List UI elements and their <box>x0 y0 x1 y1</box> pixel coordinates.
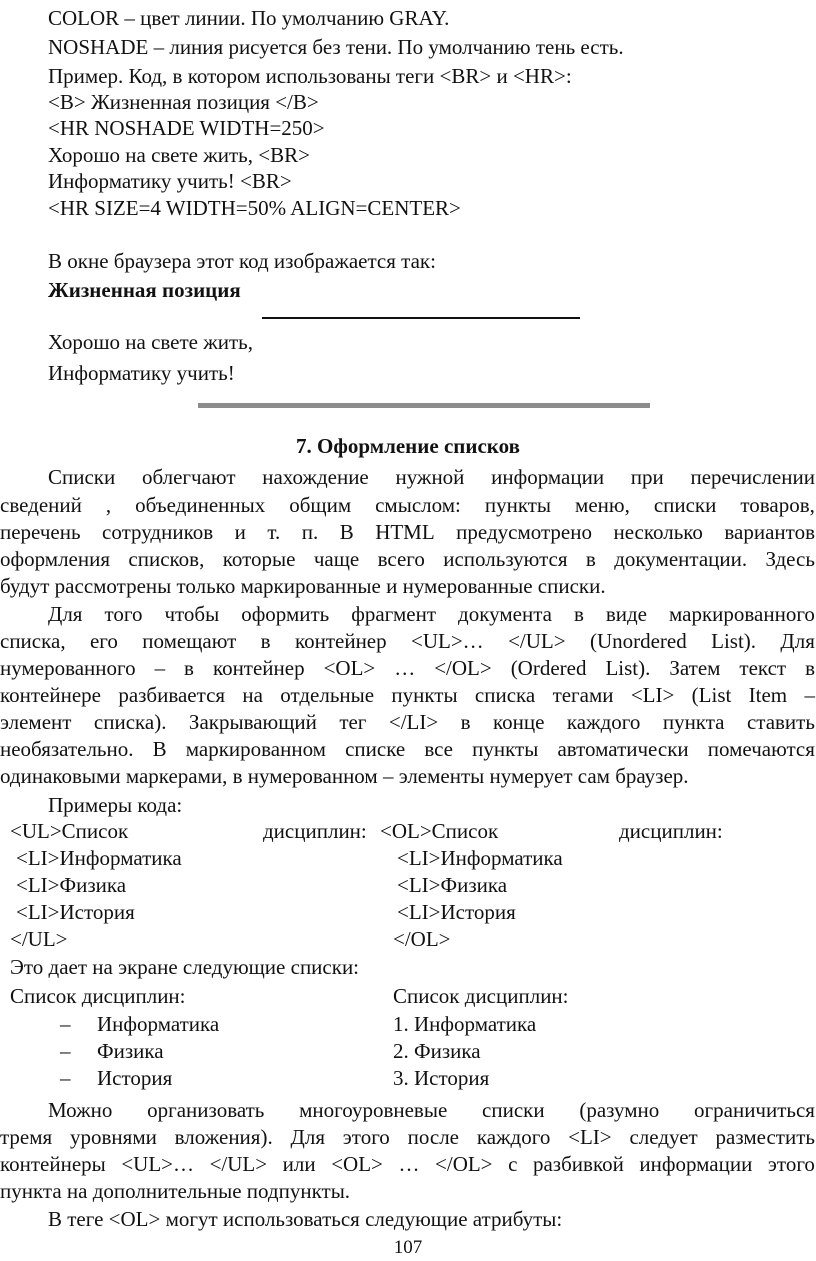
word: <LI> <box>568 1125 612 1149</box>
demo-horizontal-rule-2 <box>198 403 650 408</box>
word: <UL>… <box>121 1152 195 1176</box>
word: предусмотрено <box>456 520 592 544</box>
word: необязательно. <box>0 737 134 761</box>
bullet-marker: – <box>60 1066 71 1090</box>
word: – <box>154 656 166 680</box>
result-ol-item: 3. История <box>393 1066 490 1090</box>
word: разбивается <box>118 683 226 707</box>
word: </UL> <box>209 1152 268 1176</box>
word: помещают <box>142 629 237 653</box>
word: ставить <box>746 710 815 734</box>
word: пункты <box>391 683 458 707</box>
examples-label: Примеры кода: <box>48 793 183 817</box>
word: списке <box>345 737 406 761</box>
code-line: <HR NOSHADE WIDTH=250> <box>48 116 325 140</box>
word: информации <box>491 465 605 489</box>
word: следует <box>629 1125 698 1149</box>
word: (разумно <box>579 1098 660 1122</box>
result-ul-title: Список дисциплин: <box>10 984 186 1008</box>
demo-horizontal-rule-1 <box>262 317 580 319</box>
word: ограничиться <box>694 1098 815 1122</box>
result-label: Это дает на экране следующие списки: <box>10 955 360 979</box>
word: тремя <box>0 1125 53 1149</box>
word: всего <box>377 547 425 571</box>
word: … <box>398 1152 420 1176</box>
result-ul-item: История <box>97 1066 173 1090</box>
word: списка, <box>0 629 66 653</box>
code-ol-close: </OL> <box>393 927 451 951</box>
word: <OL> <box>323 656 376 680</box>
word: пункты <box>484 493 552 517</box>
word: в <box>184 656 194 680</box>
word: виде <box>605 602 648 626</box>
para-line <box>0 682 815 709</box>
word: объединенных <box>135 493 266 517</box>
code-line: Информатику учить! <BR> <box>48 169 292 193</box>
word: отдельные <box>280 683 375 707</box>
word: В <box>152 737 167 761</box>
code-ul-head: <UL>Список <box>10 819 129 843</box>
section-title: 7. Оформление списков <box>296 434 520 458</box>
word: после <box>407 1125 460 1149</box>
result-ul-item: Информатика <box>97 1012 220 1036</box>
word: списки <box>482 1098 545 1122</box>
word: … <box>394 656 416 680</box>
word: организовать <box>147 1098 265 1122</box>
word: нужной <box>395 465 465 489</box>
word: многоуровневые <box>299 1098 448 1122</box>
word: документа <box>458 602 552 626</box>
word: Списки <box>48 465 116 489</box>
word: в <box>805 656 815 680</box>
code-ol-item: <LI>История <box>397 900 516 924</box>
page-number: 107 <box>393 1237 423 1258</box>
text-line: NOSHADE – линия рисуется без тени. По умолчанию тень есть. <box>48 35 624 59</box>
word: оформления <box>0 547 111 571</box>
word: нахождение <box>262 465 369 489</box>
word: уровнями <box>70 1125 157 1149</box>
word: смыслом: <box>375 493 461 517</box>
word: Item <box>748 683 788 707</box>
word: вариантов <box>724 520 815 544</box>
word: HTML <box>375 520 435 544</box>
para-line <box>0 492 815 519</box>
code-line: <B> Жизненная позиция </B> <box>48 90 319 114</box>
code-ul-item: <LI>Физика <box>16 873 127 897</box>
bullet-marker: – <box>60 1039 71 1063</box>
result-ol-item: 1. Информатика <box>393 1012 537 1036</box>
para-line <box>0 628 815 655</box>
word: List). <box>711 629 757 653</box>
word: </UL> <box>508 629 566 653</box>
code-ul-item: <LI>История <box>16 900 135 924</box>
word: тег <box>339 710 367 734</box>
para-line <box>0 519 815 546</box>
word: пункта <box>662 710 725 734</box>
word: контейнеры <box>0 1152 106 1176</box>
word: в <box>460 710 471 734</box>
word: </LI> <box>388 710 439 734</box>
word: того <box>104 602 143 626</box>
word: вложения). <box>174 1125 273 1149</box>
word: List). <box>605 656 651 680</box>
word: облегчают <box>141 465 236 489</box>
word: оформить <box>241 602 330 626</box>
result-ol-title: Список дисциплин: <box>393 984 569 1008</box>
word: элемент <box>0 710 72 734</box>
word: Затем <box>669 656 721 680</box>
word: текст <box>739 656 787 680</box>
word: разбивкой <box>532 1152 624 1176</box>
word: на <box>242 683 263 707</box>
word: товаров, <box>740 493 815 517</box>
word: списка). <box>93 710 167 734</box>
word: чтобы <box>164 602 220 626</box>
word: документации. <box>614 547 748 571</box>
text-line: В окне браузера этот код изображается так: <box>48 249 436 273</box>
para-line <box>48 1097 815 1124</box>
code-ol-item: <LI>Физика <box>397 873 508 897</box>
demo-line: Хорошо на свете жить, <box>48 330 254 354</box>
word: информации <box>639 1152 753 1176</box>
code-ul-close: </UL> <box>10 927 68 951</box>
word: этого <box>767 1152 815 1176</box>
para-line <box>48 464 815 491</box>
word: меню, <box>575 493 630 517</box>
word: маркированного <box>669 602 815 626</box>
para-line: пункта на дополнительные подпункты. <box>0 1179 351 1203</box>
word: общим <box>289 493 352 517</box>
code-line: Хорошо на свете жить, <BR> <box>48 143 310 167</box>
word: <OL> <box>331 1152 383 1176</box>
para-line <box>0 1124 815 1151</box>
word: и <box>234 520 246 544</box>
para-line: будут рассмотрены только маркированные и нумерованные списки. <box>0 574 606 598</box>
word: разместить <box>715 1125 815 1149</box>
word: Для <box>48 602 83 626</box>
word: тегами <box>552 683 614 707</box>
word: , <box>105 493 112 517</box>
bullet-marker: – <box>60 1012 71 1036</box>
word: в <box>260 629 271 653</box>
para-line <box>0 1151 815 1178</box>
word: помечаются <box>707 737 815 761</box>
word: (Ordered <box>510 656 587 680</box>
word: – <box>804 683 815 707</box>
word: которые <box>222 547 296 571</box>
word: при <box>630 465 664 489</box>
word: сведений <box>0 493 82 517</box>
result-ol-item: 2. Физика <box>393 1039 481 1063</box>
word: чаще <box>313 547 360 571</box>
word: списки <box>653 493 717 517</box>
word: автоматически <box>557 737 689 761</box>
code-ol-head: <OL>Список <box>380 819 499 843</box>
word: контейнер <box>294 629 387 653</box>
word: этого <box>342 1125 390 1149</box>
word: контейнер <box>212 656 305 680</box>
word: В <box>339 520 354 544</box>
word: Здесь <box>765 547 815 571</box>
word: перечень <box>0 520 81 544</box>
code-ul-item: <LI>Информатика <box>16 846 182 870</box>
word: (List <box>691 683 732 707</box>
word: все <box>424 737 454 761</box>
word: фрагмент <box>351 602 437 626</box>
demo-line: Информатику учить! <box>48 361 235 385</box>
word: списков, <box>128 547 205 571</box>
code-ol-head: дисциплин: <box>619 819 723 843</box>
word: перечислении <box>690 465 815 489</box>
word: с <box>508 1152 518 1176</box>
word: п. <box>301 520 319 544</box>
word: его <box>89 629 118 653</box>
text-line: COLOR – цвет линии. По умолчанию GRAY. <box>48 6 450 30</box>
word: несколько <box>613 520 703 544</box>
word: используются <box>443 547 568 571</box>
word: маркированном <box>185 737 326 761</box>
para-line <box>0 736 815 763</box>
word: Закрывающий <box>188 710 317 734</box>
para-line <box>0 546 815 573</box>
para-line <box>48 601 815 628</box>
word: пункты <box>472 737 539 761</box>
word: или <box>282 1152 316 1176</box>
word: каждого <box>566 710 641 734</box>
word: конце <box>493 710 545 734</box>
word: контейнере <box>0 683 101 707</box>
word: в <box>585 547 596 571</box>
code-ul-head: дисциплин: <box>263 819 367 843</box>
word: Для <box>290 1125 325 1149</box>
result-ul-item: Физика <box>97 1039 164 1063</box>
word: Для <box>780 629 815 653</box>
demo-bold-heading: Жизненная позиция <box>48 278 241 302</box>
para-line <box>0 709 815 736</box>
word: списка <box>474 683 536 707</box>
word: нумерованного <box>0 656 136 680</box>
word: </OL> <box>435 1152 493 1176</box>
word: Можно <box>48 1098 113 1122</box>
word: сотрудников <box>102 520 214 544</box>
word: <LI> <box>630 683 675 707</box>
word: (Unordered <box>589 629 687 653</box>
para-line <box>0 655 815 682</box>
word: <UL>… <box>411 629 484 653</box>
word: в <box>573 602 584 626</box>
text-line: Пример. Код, в котором использованы теги <BR> и <HR>: <box>48 64 572 88</box>
code-line: <HR SIZE=4 WIDTH=50% ALIGN=CENTER> <box>48 196 461 220</box>
para-line: одинаковыми маркерами, в нумерованном – элементы нумерует сам браузер. <box>0 764 689 788</box>
word: </OL> <box>434 656 492 680</box>
word: каждого <box>476 1125 551 1149</box>
code-ol-item: <LI>Информатика <box>397 846 563 870</box>
para-line: В теге <OL> могут использоваться следующие атрибуты: <box>48 1207 563 1231</box>
word: т. <box>267 520 281 544</box>
